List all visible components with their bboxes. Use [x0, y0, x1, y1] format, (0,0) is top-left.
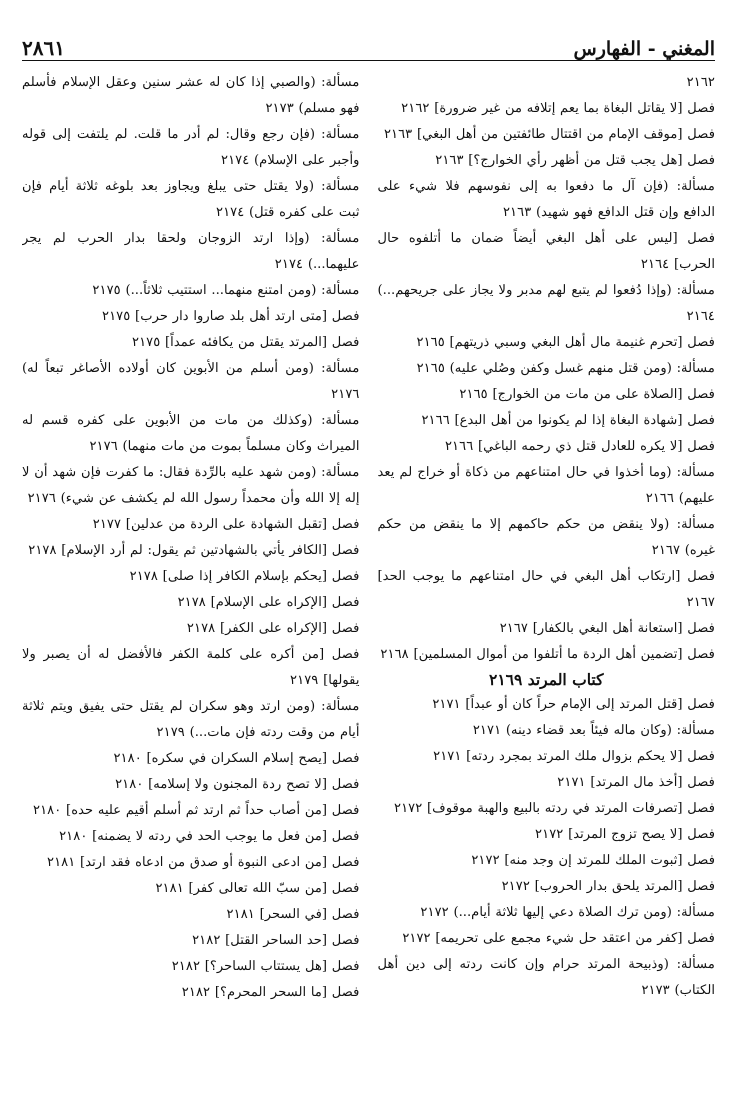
- index-entry: مسألة: (ولا ينقض من حكم حاكمهم إلا ما ينقض من حكم غيره) ٢١٦٧: [377, 517, 715, 558]
- index-columns: [22, 70, 715, 1090]
- index-entry: فصل [من أكره على كلمة الكفر فالأفضل له أن يصبر ولا يقولها] ٢١٧٩: [22, 647, 360, 688]
- index-entry: فصل [قتل المرتد إلى الإمام حراً كان أو عبداً] ٢١٧١: [432, 697, 715, 712]
- index-entry: مسألة: (فإن آل ما دفعوا به إلى نفوسهم فلا شيء على الدافع وإن قتل الدافع فهو شهيد) ٢١٦٣: [377, 179, 715, 220]
- index-entry: فصل [الصلاة على من مات من الخوارج] ٢١٦٥: [459, 387, 715, 402]
- page-header: [22, 26, 715, 60]
- index-entry: فصل [الإكراه على الكفر] ٢١٧٨: [186, 621, 360, 636]
- index-entry: فصل [من سبّ الله تعالى كفر] ٢١٨١: [155, 881, 360, 896]
- index-entry: فصل [تضمين أهل الردة ما أتلفوا من أموال المسلمين] ٢١٦٨: [380, 647, 715, 662]
- index-entry: فصل [من أصاب حداً ثم ارتد ثم أسلم أقيم عليه حده] ٢١٨٠: [33, 803, 360, 818]
- index-entry: فصل [موقف الإمام من اقتتال طائفتين من أهل البغي] ٢١٦٣: [383, 127, 715, 142]
- index-entry: مسألة: (والصبي إذا كان له عشر سنين وعقل الإسلام فأسلم فهو مسلم) ٢١٧٣: [22, 75, 360, 116]
- index-entry: فصل [يصح إسلام السكران في سكره] ٢١٨٠: [113, 751, 360, 766]
- index-entry: فصل [أخذ مال المرتد] ٢١٧١: [557, 775, 715, 790]
- index-entry: مسألة: (ومن امتنع منهما... استتيب ثلاثاً...) ٢١٧٥: [92, 283, 360, 298]
- index-entry: مسألة: (وإذا ارتد الزوجان ولحقا بدار الحرب لم يجر عليهما...) ٢١٧٤: [22, 231, 360, 272]
- index-entry: فصل [من فعل ما يوجب الحد في ردته لا يضمنه] ٢١٨٠: [59, 829, 360, 844]
- index-entry: مسألة: (وإذا دُفعوا لم يتبع لهم مدبر ولا يجاز على جريحهم...) ٢١٦٤: [377, 283, 715, 324]
- index-entry: فصل [هل يجب قتل من أظهر رأي الخوارج؟] ٢١٦٣: [435, 153, 715, 168]
- index-entry: فصل [المرتد يقتل من يكافئه عمداً] ٢١٧٥: [131, 335, 360, 350]
- index-entry: فصل [حد الساحر القتل] ٢١٨٢: [192, 933, 360, 948]
- index-entry: فصل [هل يستتاب الساحر؟] ٢١٨٢: [171, 959, 360, 974]
- index-entry: مسألة: (ومن شهد عليه بالرِّدة فقال: ما كفرت فإن شهد أن لا إله إلا الله وأن محمداً رسول الله لم يكشف عن شيء) ٢١٧٦: [22, 465, 360, 506]
- index-entry: فصل [لا تصح ردة المجنون ولا إسلامه] ٢١٨٠: [115, 777, 360, 792]
- page-number: ٢٨٦١: [22, 36, 65, 60]
- index-entry: فصل [المرتد يلحق بدار الحروب] ٢١٧٢: [501, 879, 715, 894]
- index-entry: مسألة: (وما أخذوا في حال امتناعهم من ذكاة أو خراج لم يعد عليهم) ٢١٦٦: [377, 465, 715, 506]
- index-entry: فصل [تصرفات المرتد في ردته بالبيع والهبة موقوف] ٢١٧٢: [394, 801, 715, 816]
- index-entry: فصل [لا يكره للعادل قتل ذي رحمه الباغي] ٢١٦٦: [444, 439, 715, 454]
- index-entry: مسألة: (ومن قتل منهم غسل وكفن وصُلي عليه) ٢١٦٥: [416, 361, 715, 376]
- index-entry: مسألة: (فإن رجع وقال: لم أدر ما قلت. لم يلتفت إلى قوله وأجبر على الإسلام) ٢١٧٤: [22, 127, 360, 168]
- index-column-right: [378, 70, 716, 1090]
- index-entry: فصل [الإكراه على الإسلام] ٢١٧٨: [177, 595, 360, 610]
- index-entry: مسألة: (ومن أسلم من الأبوين كان أولاده الأصاغر تبعاً له) ٢١٧٦: [22, 361, 360, 402]
- index-entry: فصل [يحكم بإسلام الكافر إذا صلى] ٢١٧٨: [129, 569, 360, 584]
- index-entry: مسألة: (وكذلك من مات من الأبوين على كفره قسم له الميراث وكان مسلماً بموت من مات منهما) ٢١٧٦: [22, 413, 360, 454]
- index-entry: مسألة: (وذبيحة المرتد حرام وإن كانت ردته إلى دين أهل الكتاب) ٢١٧٣: [377, 957, 715, 998]
- header-rule: [22, 60, 715, 61]
- index-entry: مسألة: (ومن ترك الصلاة دعي إليها ثلاثة أيام...) ٢١٧٢: [420, 905, 715, 920]
- index-entry: فصل [كفر من اعتقد حل شيء مجمع على تحريمه] ٢١٧٢: [402, 931, 715, 946]
- index-entry: فصل [ليس على أهل البغي أيضاً ضمان ما أتلفوه حال الحرب] ٢١٦٤: [377, 231, 715, 272]
- index-entry: فصل [من ادعى النبوة أو صدق من ادعاه فقد ارتد] ٢١٨١: [47, 855, 360, 870]
- index-entry: فصل [ثبوت الملك للمرتد إن وجد منه] ٢١٧٢: [471, 853, 715, 868]
- index-entry: فصل [الكافر يأتي بالشهادتين ثم يقول: لم أرد الإسلام] ٢١٧٨: [28, 543, 360, 558]
- index-entry: فصل [استعانة أهل البغي بالكفار] ٢١٦٧: [499, 621, 715, 636]
- index-entry: مسألة: (ولا يقتل حتى يبلغ ويجاوز بعد بلوغه ثلاثة أيام فإن ثبت على كفره قتل) ٢١٧٤: [22, 179, 360, 220]
- index-entry: فصل [ما السحر المحرم؟] ٢١٨٢: [181, 985, 360, 1000]
- index-entry: فصل [في السحر] ٢١٨١: [226, 907, 360, 922]
- index-entry: فصل [شهادة البغاة إذا لم يكونوا من أهل البدع] ٢١٦٦: [421, 413, 715, 428]
- index-entry: ٢١٦٢: [686, 75, 715, 90]
- section-heading: كتاب المرتد ٢١٦٩: [489, 670, 604, 689]
- index-entry: مسألة: (ومن ارتد وهو سكران لم يقتل حتى يفيق ويتم ثلاثة أيام من وقت ردته فإن مات...) ٢١٧٩: [22, 699, 360, 740]
- index-entry: فصل [تحرم غنيمة مال أهل البغي وسبي ذريتهم] ٢١٦٥: [416, 335, 715, 350]
- index-entry: فصل [لا يصح تزوج المرتد] ٢١٧٢: [535, 827, 715, 842]
- index-entry: فصل [متى ارتد أهل بلد صاروا دار حرب] ٢١٧٥: [102, 309, 360, 324]
- index-entry: فصل [ارتكاب أهل البغي في حال امتناعهم ما يوجب الحد] ٢١٦٧: [377, 569, 715, 610]
- index-entry: مسألة: (وكان ماله فيئاً بعد قضاء دينه) ٢١٧١: [472, 723, 715, 738]
- running-title: المغني - الفهارس: [573, 38, 715, 60]
- index-entry: فصل [تقبل الشهادة على الردة من عدلين] ٢١٧٧: [92, 517, 360, 532]
- index-entry: فصل [لا يقاتل البغاة بما يعم إتلافه من غير ضرورة] ٢١٦٢: [401, 101, 715, 116]
- index-column-left: [22, 70, 360, 1090]
- index-entry: فصل [لا يحكم بزوال ملك المرتد بمجرد ردته] ٢١٧١: [433, 749, 715, 764]
